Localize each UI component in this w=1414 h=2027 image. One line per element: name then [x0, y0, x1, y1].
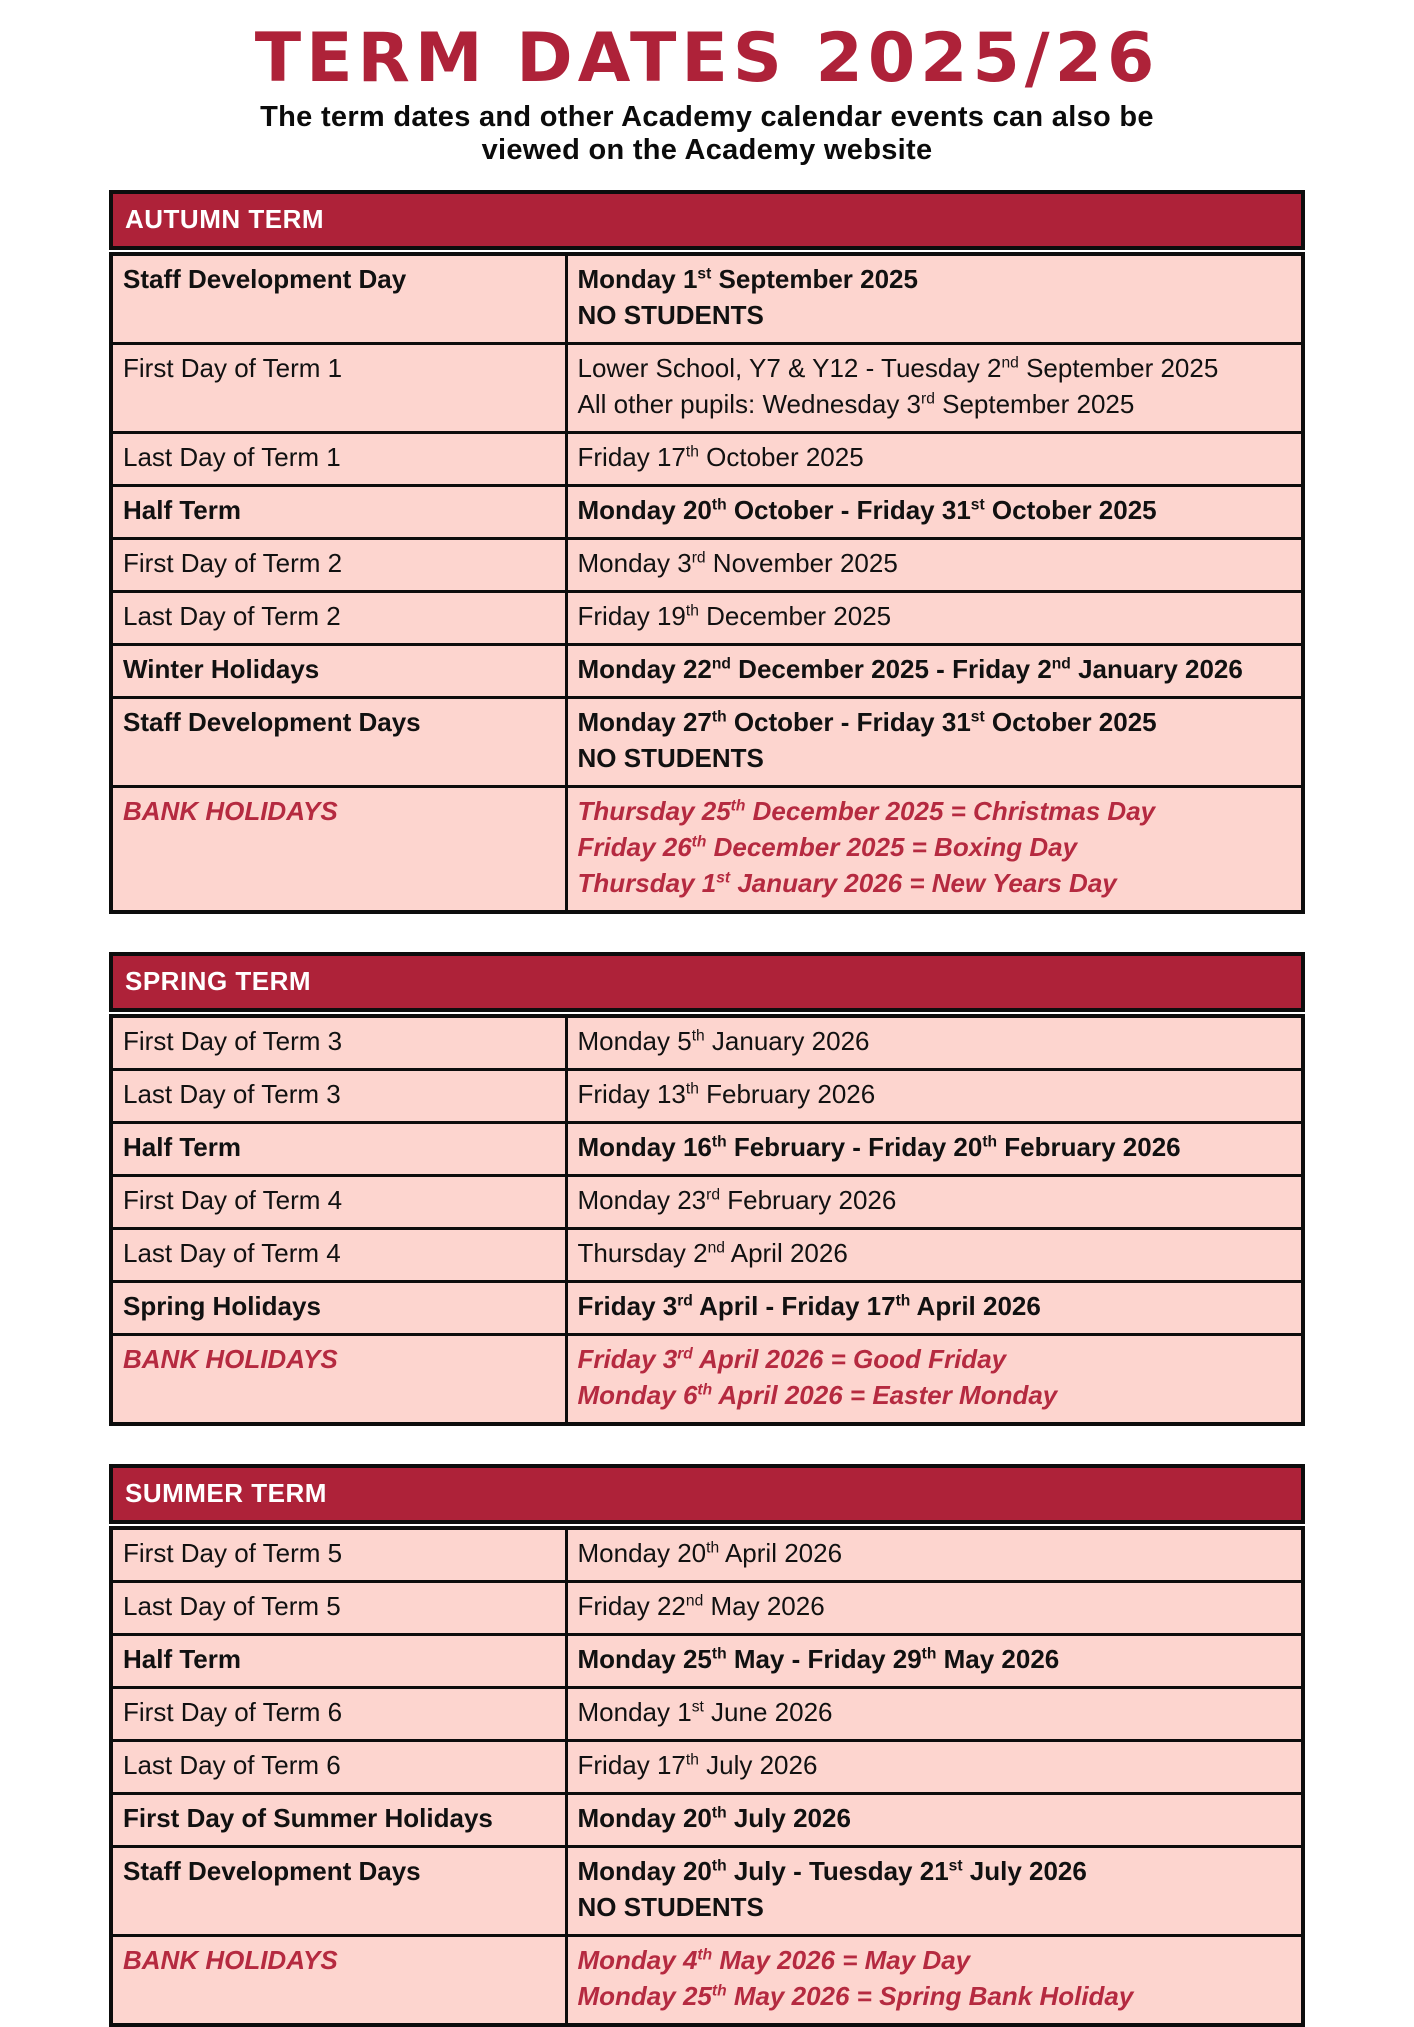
term-row — [111, 1741, 1303, 1794]
term-row — [111, 344, 1303, 433]
term-row — [111, 1582, 1303, 1635]
term-row — [111, 1688, 1303, 1741]
term-table-body — [111, 1528, 1303, 2025]
event-label-cell: Last Day of Term 1 — [111, 433, 566, 486]
term-row — [111, 1176, 1303, 1229]
term-row — [111, 1528, 1303, 1582]
term-row — [111, 1794, 1303, 1847]
event-dates-cell: Monday 1st September 2025 NO STUDENTS — [566, 254, 1303, 344]
event-dates-cell: Monday 3rd November 2025 — [566, 539, 1303, 592]
term-row — [111, 698, 1303, 787]
event-label-cell: Last Day of Term 6 — [111, 1741, 566, 1794]
event-label-cell: First Day of Summer Holidays — [111, 1794, 566, 1847]
event-dates-cell: Lower School, Y7 & Y12 - Tuesday 2nd September 2025 All other pupils: Wednesday 3rd September 2025 — [566, 344, 1303, 433]
page-title: TERM DATES 2025/26 — [254, 19, 1160, 98]
term-row — [111, 539, 1303, 592]
event-label-cell: First Day of Term 5 — [111, 1528, 566, 1582]
event-dates-cell: Thursday 25th December 2025 = Christmas Day Friday 26th December 2025 = Boxing Day Thursday 1st January 2026 = New Years Day — [566, 787, 1303, 913]
event-label-cell: Last Day of Term 3 — [111, 1070, 566, 1123]
term-row — [111, 1123, 1303, 1176]
event-dates-cell: Monday 23rd February 2026 — [566, 1176, 1303, 1229]
term-section — [109, 952, 1305, 1426]
event-dates-cell: Friday 3rd April 2026 = Good Friday Monday 6th April 2026 = Easter Monday — [566, 1335, 1303, 1425]
term-row — [111, 592, 1303, 645]
term-row — [111, 1847, 1303, 1936]
event-label-cell: Half Term — [111, 486, 566, 539]
event-label-cell: Last Day of Term 4 — [111, 1229, 566, 1282]
event-dates-cell: Friday 17th July 2026 — [566, 1741, 1303, 1794]
term-row — [111, 1229, 1303, 1282]
term-table — [109, 252, 1305, 914]
event-dates-cell: Monday 22nd December 2025 - Friday 2nd January 2026 — [566, 645, 1303, 698]
term-row — [111, 645, 1303, 698]
term-row — [111, 787, 1303, 913]
event-label-cell: Winter Holidays — [111, 645, 566, 698]
event-dates-cell: Friday 3rd April - Friday 17th April 2026 — [566, 1282, 1303, 1335]
page-subtitle: The term dates and other Academy calendar events can also be viewed on the Academy website — [260, 100, 1154, 167]
event-dates-cell: Monday 20th April 2026 — [566, 1528, 1303, 1582]
event-dates-cell: Monday 20th July 2026 — [566, 1794, 1303, 1847]
event-label-cell: Spring Holidays — [111, 1282, 566, 1335]
event-dates-cell: Monday 27th October - Friday 31st October 2025 NO STUDENTS — [566, 698, 1303, 787]
term-row — [111, 1016, 1303, 1070]
event-dates-cell: Friday 17th October 2025 — [566, 433, 1303, 486]
event-label-cell: Staff Development Day — [111, 254, 566, 344]
term-row — [111, 1335, 1303, 1425]
event-label-cell: First Day of Term 1 — [111, 344, 566, 433]
term-table — [109, 1014, 1305, 1426]
event-dates-cell: Friday 19th December 2025 — [566, 592, 1303, 645]
term-table-body — [111, 1016, 1303, 1424]
term-header: SUMMER TERM — [109, 1464, 1305, 1524]
event-label-cell: First Day of Term 6 — [111, 1688, 566, 1741]
event-dates-cell: Monday 20th October - Friday 31st October 2025 — [566, 486, 1303, 539]
event-label-cell: Half Term — [111, 1123, 566, 1176]
term-row — [111, 1070, 1303, 1123]
event-dates-cell: Monday 16th February - Friday 20th February 2026 — [566, 1123, 1303, 1176]
tables-container — [109, 190, 1305, 2027]
event-dates-cell: Monday 4th May 2026 = May Day Monday 25th May 2026 = Spring Bank Holiday — [566, 1936, 1303, 2026]
term-row — [111, 433, 1303, 486]
term-row — [111, 1635, 1303, 1688]
event-label-cell: Last Day of Term 2 — [111, 592, 566, 645]
event-label-cell: BANK HOLIDAYS — [111, 787, 566, 913]
term-table-body — [111, 254, 1303, 912]
term-header: AUTUMN TERM — [109, 190, 1305, 250]
event-dates-cell: Monday 5th January 2026 — [566, 1016, 1303, 1070]
event-dates-cell: Friday 22nd May 2026 — [566, 1582, 1303, 1635]
term-header: SPRING TERM — [109, 952, 1305, 1012]
term-table — [109, 1526, 1305, 2027]
term-row — [111, 486, 1303, 539]
event-label-cell: Half Term — [111, 1635, 566, 1688]
event-dates-cell: Monday 20th July - Tuesday 21st July 2026 NO STUDENTS — [566, 1847, 1303, 1936]
event-label-cell: Last Day of Term 5 — [111, 1582, 566, 1635]
event-label-cell: First Day of Term 3 — [111, 1016, 566, 1070]
event-dates-cell: Monday 25th May - Friday 29th May 2026 — [566, 1635, 1303, 1688]
term-row — [111, 1282, 1303, 1335]
term-section — [109, 190, 1305, 914]
event-dates-cell: Friday 13th February 2026 — [566, 1070, 1303, 1123]
event-label-cell: First Day of Term 2 — [111, 539, 566, 592]
term-row — [111, 254, 1303, 344]
term-row — [111, 1936, 1303, 2026]
event-label-cell: First Day of Term 4 — [111, 1176, 566, 1229]
event-dates-cell: Thursday 2nd April 2026 — [566, 1229, 1303, 1282]
event-label-cell: Staff Development Days — [111, 1847, 566, 1936]
event-label-cell: BANK HOLIDAYS — [111, 1335, 566, 1425]
term-section — [109, 1464, 1305, 2027]
event-label-cell: BANK HOLIDAYS — [111, 1936, 566, 2026]
event-dates-cell: Monday 1st June 2026 — [566, 1688, 1303, 1741]
event-label-cell: Staff Development Days — [111, 698, 566, 787]
